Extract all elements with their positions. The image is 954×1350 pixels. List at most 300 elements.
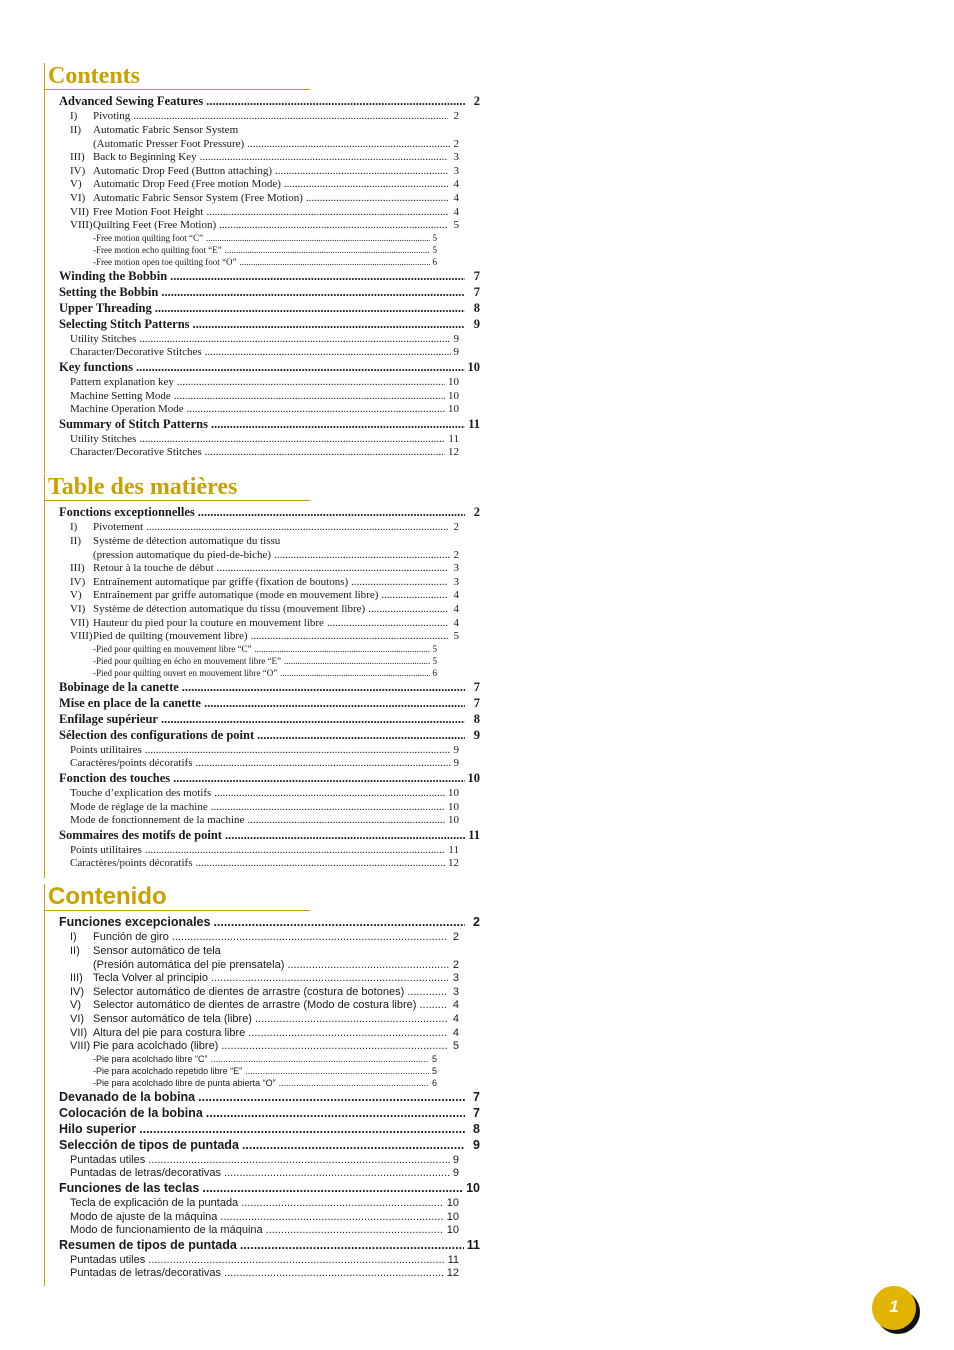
toc-sub-entry [59, 376, 459, 390]
entry-page-number: 2 [453, 548, 459, 561]
entry-label: Hauteur du pied pour la couture en mouvement libre [93, 616, 324, 629]
entry-page-number: 4 [453, 205, 459, 218]
toc-sub-entry [59, 668, 437, 680]
entry-page-number: 3 [453, 562, 459, 575]
toc-sub-entry [59, 206, 459, 220]
dot-leader [217, 562, 448, 574]
dot-leader [221, 1040, 448, 1052]
entry-label: -Pie para acolchado repetido libre “E” [93, 1065, 243, 1076]
entry-page-number: 10 [466, 1180, 480, 1195]
dot-leader [200, 151, 448, 163]
entry-label: Winding the Bobbin [59, 268, 168, 283]
dot-leader [280, 668, 429, 678]
entry-page-number: 3 [453, 164, 459, 177]
toc-sub-entry [59, 124, 459, 138]
entry-page-number: 11 [468, 416, 480, 431]
dot-leader [145, 744, 451, 756]
toc-main-entry [59, 360, 480, 376]
entry-page-number: 2 [452, 958, 459, 971]
toc-main-entry [59, 828, 480, 844]
dot-leader [155, 301, 465, 316]
entry-label: -Pied pour quilting en écho en mouvement libre “E” [93, 655, 281, 666]
toc-sub-entry [59, 576, 459, 590]
entry-numeral: IV) [70, 985, 85, 998]
entry-numeral: I) [70, 931, 77, 944]
toc-sub-entry [59, 787, 459, 801]
entry-label: Puntadas de letras/decorativas [70, 1167, 222, 1180]
toc-sub-entry [59, 1267, 459, 1281]
entry-page-number: 10 [467, 359, 480, 374]
toc-sub-entry [59, 390, 459, 404]
toc-sub-entry [59, 972, 459, 986]
entry-page-number: 6 [431, 1077, 437, 1088]
dot-leader [161, 712, 465, 727]
toc-sub-entry [59, 757, 459, 771]
entry-numeral: VI) [70, 191, 86, 204]
toc-list [45, 90, 485, 460]
toc-sub-entry [59, 1154, 459, 1168]
entry-numeral: VIII) [70, 630, 93, 643]
entry-label: Enfilage supérieur [59, 711, 158, 726]
entry-page-number: 5 [432, 244, 437, 255]
entry-label: Pie para acolchado (libre) [93, 1040, 219, 1053]
toc-sub-entry [59, 801, 459, 815]
entry-label: Fonction des touches [59, 770, 171, 785]
toc-list [45, 501, 485, 871]
toc-main-entry [59, 1122, 480, 1138]
dot-leader [255, 1013, 448, 1025]
entry-page-number: 2 [473, 94, 480, 109]
dot-leader [225, 245, 430, 255]
entry-numeral: VI) [70, 1012, 85, 1025]
toc-sub-entry [59, 1040, 459, 1054]
entry-page-number: 10 [446, 1210, 459, 1223]
entry-label: Key functions [59, 359, 133, 374]
entry-page-number: 10 [448, 814, 459, 827]
entry-numeral: I) [70, 110, 78, 123]
dot-leader [241, 1197, 444, 1209]
entry-label: Tecla de explicación de la puntada [70, 1196, 239, 1209]
toc-main-entry [59, 301, 480, 317]
toc-sub-entry [59, 192, 459, 206]
toc-sub-entry [59, 446, 459, 460]
entry-label: Funciones de las teclas [59, 1180, 200, 1195]
dot-leader [202, 1181, 463, 1195]
dot-leader [139, 333, 450, 345]
entry-label: Setting the Bobbin [59, 284, 159, 299]
entry-label: Back to Beginning Key [93, 151, 197, 164]
dot-leader [205, 446, 445, 458]
contents-section-english [44, 63, 485, 473]
entry-page-number: 5 [432, 655, 437, 666]
entry-page-number: 5 [453, 630, 459, 643]
dot-leader [214, 787, 445, 799]
dot-leader [247, 814, 445, 826]
entry-page-number: 11 [447, 1253, 459, 1266]
entry-label: Modo de funcionamiento de la máquina [70, 1224, 263, 1237]
entry-label: (Automatic Presser Foot Pressure) [93, 137, 245, 150]
entry-label: Summary of Stitch Patterns [59, 416, 208, 431]
dot-leader [266, 1224, 444, 1236]
dot-leader [220, 1211, 443, 1223]
dot-leader [247, 138, 450, 150]
toc-sub-entry [59, 931, 459, 945]
entry-page-number: 2 [473, 915, 480, 930]
dot-leader [211, 1054, 429, 1064]
entry-page-number: 5 [453, 219, 459, 232]
entry-label: Machine Setting Mode [70, 389, 171, 402]
entry-page-number: 9 [473, 1137, 480, 1152]
entry-page-number: 4 [452, 1026, 459, 1039]
toc-main-entry [59, 285, 480, 301]
dot-leader [407, 986, 448, 998]
entry-label: Fonctions exceptionnelles [59, 505, 195, 520]
entry-label: Quilting Feet (Free Motion) [93, 219, 217, 232]
dot-leader [177, 376, 445, 388]
toc-sub-entry [59, 986, 459, 1000]
dot-leader [306, 192, 448, 204]
entry-numeral: IV) [70, 575, 86, 588]
toc-main-entry [59, 1090, 480, 1106]
dot-leader [419, 999, 448, 1011]
dot-leader [257, 728, 465, 743]
dot-leader [145, 844, 446, 856]
dot-leader [224, 1167, 450, 1179]
entry-numeral: IV) [70, 164, 86, 177]
entry-page-number: 10 [448, 786, 459, 799]
entry-label: Sélection des configurations de point [59, 727, 255, 742]
entry-label: Machine Operation Mode [70, 403, 184, 416]
toc-sub-entry [59, 1167, 459, 1181]
toc-sub-entry [59, 844, 459, 858]
entry-page-number: 4 [453, 602, 459, 615]
dot-leader [173, 771, 464, 786]
toc-main-entry [59, 505, 480, 521]
entry-page-number: 3 [453, 151, 459, 164]
toc-sub-entry [59, 333, 459, 347]
entry-page-number: 11 [448, 843, 459, 856]
section-title: Contenido [45, 884, 310, 911]
toc-sub-entry [59, 219, 459, 233]
entry-numeral: III) [70, 151, 85, 164]
entry-page-number: 2 [453, 521, 459, 534]
toc-sub-entry [59, 1254, 459, 1268]
entry-label: -Pie para acolchado libre “C” [93, 1053, 208, 1064]
dot-leader [182, 680, 465, 695]
entry-page-number: 2 [452, 931, 459, 944]
dot-leader [148, 1254, 444, 1266]
dot-leader [148, 1154, 450, 1166]
dot-leader [211, 417, 465, 432]
toc-main-entry [59, 94, 480, 110]
entry-label: Tecla Volver al principio [93, 972, 208, 985]
toc-main-entry [59, 680, 480, 696]
dot-leader [133, 110, 448, 122]
entry-page-number: 11 [468, 827, 480, 842]
entry-page-number: 7 [473, 679, 480, 694]
toc-main-entry [59, 1181, 480, 1197]
entry-label: Funciones excepcionales [59, 915, 211, 930]
entry-label: Devanado de la bobina [59, 1089, 196, 1104]
entry-label: Système de détection automatique du tissu (mouvement libre) [93, 602, 366, 615]
toc-sub-entry [59, 1224, 459, 1238]
dot-leader [174, 390, 445, 402]
entry-label: Puntadas utiles [70, 1153, 146, 1166]
dot-leader [139, 1122, 465, 1136]
dot-leader [198, 505, 465, 520]
toc-sub-entry [59, 535, 459, 549]
toc-main-entry [59, 1238, 480, 1254]
dot-leader [327, 617, 448, 629]
entry-page-number: 10 [446, 1196, 459, 1209]
entry-label: Pivotement [93, 521, 144, 534]
entry-page-number: 4 [453, 589, 459, 602]
dot-leader [206, 1106, 465, 1120]
dot-leader [275, 165, 448, 177]
entry-numeral: II) [70, 534, 81, 547]
toc-main-entry [59, 696, 480, 712]
contents-section-french [44, 474, 485, 878]
entry-page-number: 2 [473, 505, 480, 520]
entry-page-number: 5 [431, 1065, 437, 1076]
entry-page-number: 3 [452, 985, 459, 998]
entry-page-number: 10 [448, 375, 459, 388]
entry-label: Sensor automático de tela [93, 944, 221, 957]
dot-leader [284, 178, 448, 190]
entry-label: Automatic Drop Feed (Free motion Mode) [93, 178, 281, 191]
toc-main-entry [59, 1138, 480, 1154]
entry-page-number: 7 [473, 1105, 480, 1120]
entry-label: Caractères/points décoratifs [70, 857, 193, 870]
dot-leader [245, 1066, 429, 1076]
entry-label: Puntadas de letras/decorativas [70, 1267, 222, 1280]
entry-label: Touche d’explication des motifs [70, 786, 212, 799]
dot-leader [211, 972, 448, 984]
dot-leader [225, 828, 465, 843]
entry-page-number: 7 [473, 268, 480, 283]
entry-label: Automatic Drop Feed (Button attaching) [93, 164, 273, 177]
dot-leader [206, 233, 430, 243]
dot-leader [204, 696, 465, 711]
entry-label: Free Motion Foot Height [93, 205, 204, 218]
entry-label: Colocación de la bobina [59, 1105, 203, 1120]
toc-sub-entry [59, 999, 459, 1013]
entry-page-number: 9 [452, 1167, 459, 1180]
entry-page-number: 12 [446, 1267, 459, 1280]
entry-label: Sommaires des motifs de point [59, 827, 222, 842]
dot-leader [240, 1238, 464, 1252]
dot-leader [211, 801, 445, 813]
dot-leader [139, 433, 445, 445]
dot-leader [195, 757, 450, 769]
toc-main-entry [59, 915, 480, 931]
dot-leader [287, 959, 449, 971]
toc-sub-entry [59, 1078, 437, 1090]
entry-label: Función de giro [93, 931, 169, 944]
entry-page-number: 9 [453, 743, 459, 756]
entry-page-number: 8 [473, 711, 480, 726]
entry-page-number: 5 [431, 1053, 437, 1064]
entry-page-number: 2 [453, 110, 459, 123]
toc-main-entry [59, 417, 480, 433]
dot-leader [161, 285, 465, 300]
entry-label: Selección de tipos de puntada [59, 1137, 239, 1152]
dot-leader [351, 576, 448, 588]
dot-leader [224, 1267, 444, 1279]
toc-sub-entry [59, 1066, 437, 1078]
toc-sub-entry [59, 403, 459, 417]
dot-leader [213, 915, 465, 929]
entry-numeral: VII) [70, 616, 89, 629]
entry-label: -Free motion open toe quilting foot “O” [93, 256, 237, 267]
dot-leader [239, 257, 429, 267]
dot-leader [187, 403, 445, 415]
entry-page-number: 4 [452, 1012, 459, 1025]
entry-page-number: 5 [432, 643, 437, 654]
entry-numeral: II) [70, 944, 80, 957]
entry-numeral: VI) [70, 602, 86, 615]
entry-page-number: 11 [466, 1237, 480, 1252]
entry-label: Selector automático de dientes de arrastre (costura de botones) [93, 985, 405, 998]
entry-numeral: III) [70, 562, 85, 575]
toc-sub-entry [59, 589, 459, 603]
dot-leader [381, 589, 448, 601]
toc-sub-entry [59, 233, 437, 245]
entry-label: Altura del pie para costura libre [93, 1026, 246, 1039]
entry-label: Puntadas utiles [70, 1253, 146, 1266]
toc-sub-entry [59, 857, 459, 871]
entry-page-number: 8 [473, 300, 480, 315]
entry-numeral: VII) [70, 205, 89, 218]
dot-leader [284, 656, 430, 666]
entry-page-number: 2 [453, 137, 459, 150]
entry-page-number: 9 [452, 1153, 459, 1166]
toc-sub-entry [59, 178, 459, 192]
entry-label: (Presión automática del pie prensatela) [93, 958, 285, 971]
entry-page-number: 6 [432, 667, 437, 678]
toc-main-entry [59, 1106, 480, 1122]
toc-list [45, 911, 485, 1281]
entry-page-number: 7 [473, 284, 480, 299]
entry-label: Retour à la touche de début [93, 562, 214, 575]
dot-leader [254, 644, 429, 654]
entry-label: Selector automático de dientes de arrastre (Modo de costura libre) [93, 999, 417, 1012]
dot-leader [170, 269, 465, 284]
toc-main-entry [59, 771, 480, 787]
entry-page-number: 4 [453, 191, 459, 204]
dot-leader [279, 1078, 429, 1088]
entry-page-number: 4 [453, 616, 459, 629]
entry-label: -Free motion echo quilting foot “E” [93, 244, 222, 255]
entry-page-number: 10 [448, 800, 459, 813]
toc-sub-entry [59, 630, 459, 644]
dot-leader [251, 630, 448, 642]
entry-numeral: V) [70, 999, 81, 1012]
entry-label: Utility Stitches [70, 432, 137, 445]
dot-leader [198, 1090, 465, 1104]
entry-label: Upper Threading [59, 300, 152, 315]
toc-sub-entry [59, 603, 459, 617]
entry-label: Automatic Fabric Sensor System (Free Motion) [93, 191, 303, 204]
toc-main-entry [59, 712, 480, 728]
dot-leader [219, 219, 448, 231]
page-number-badge [872, 1286, 916, 1330]
section-title: Table des matières [45, 474, 310, 501]
entry-label: -Pied pour quilting en mouvement libre “C” [93, 643, 252, 654]
toc-sub-entry [59, 165, 459, 179]
entry-page-number: 6 [432, 256, 437, 267]
dot-leader [136, 360, 465, 375]
entry-page-number: 12 [448, 857, 459, 870]
entry-label: -Free motion quilting foot “C” [93, 232, 203, 243]
entry-page-number: 9 [473, 727, 480, 742]
entry-label: Selecting Stitch Patterns [59, 316, 190, 331]
entry-label: Advanced Sewing Features [59, 94, 204, 109]
entry-numeral: III) [70, 972, 83, 985]
entry-label: Pied de quilting (mouvement libre) [93, 630, 248, 643]
toc-sub-entry [59, 521, 459, 535]
entry-page-number: 9 [453, 332, 459, 345]
toc-sub-entry [59, 945, 459, 959]
entry-label: Points utilitaires [70, 743, 142, 756]
toc-sub-entry [59, 1211, 459, 1225]
entry-label: Entraînement par griffe automatique (mode en mouvement libre) [93, 589, 379, 602]
dot-leader [172, 931, 448, 943]
entry-page-number: 9 [453, 757, 459, 770]
contents-section-spanish [44, 884, 485, 1286]
toc-sub-entry [59, 814, 459, 828]
dot-leader [206, 94, 465, 109]
toc-sub-entry [59, 562, 459, 576]
entry-numeral: V) [70, 589, 82, 602]
entry-label: Resumen de tipos de puntada [59, 1237, 237, 1252]
entry-label: Character/Decorative Stitches [70, 446, 202, 459]
entry-page-number: 3 [452, 972, 459, 985]
dot-leader [205, 346, 451, 358]
entry-numeral: I) [70, 521, 78, 534]
dot-leader [274, 549, 450, 561]
toc-main-entry [59, 728, 480, 744]
dot-leader [248, 1027, 448, 1039]
dot-leader [193, 317, 465, 332]
entry-page-number: 7 [473, 695, 480, 710]
dot-leader [146, 521, 448, 533]
entry-numeral: VII) [70, 1026, 88, 1039]
entry-label: -Pied pour quilting ouvert en mouvement libre “O” [93, 667, 278, 678]
entry-page-number: 7 [473, 1089, 480, 1104]
page-number: 1 [889, 1297, 899, 1316]
toc-sub-entry [59, 744, 459, 758]
entry-label: Pivoting [93, 110, 131, 123]
toc-sub-entry [59, 138, 459, 152]
entry-page-number: 9 [453, 346, 459, 359]
entry-page-number: 12 [448, 446, 459, 459]
entry-page-number: 10 [446, 1224, 459, 1237]
entry-label: Caractères/points décoratifs [70, 757, 193, 770]
dot-leader [242, 1138, 465, 1152]
entry-page-number: 10 [448, 403, 459, 416]
dot-leader [195, 857, 445, 869]
toc-sub-entry [59, 549, 459, 563]
toc-main-entry [59, 269, 480, 285]
dot-leader [368, 603, 448, 615]
toc-sub-entry [59, 110, 459, 124]
toc-sub-entry [59, 1013, 459, 1027]
entry-label: Points utilitaires [70, 843, 142, 856]
entry-label: Bobinage de la canette [59, 679, 179, 694]
entry-numeral: II) [70, 123, 81, 136]
entry-label: Modo de ajuste de la máquina [70, 1210, 218, 1223]
